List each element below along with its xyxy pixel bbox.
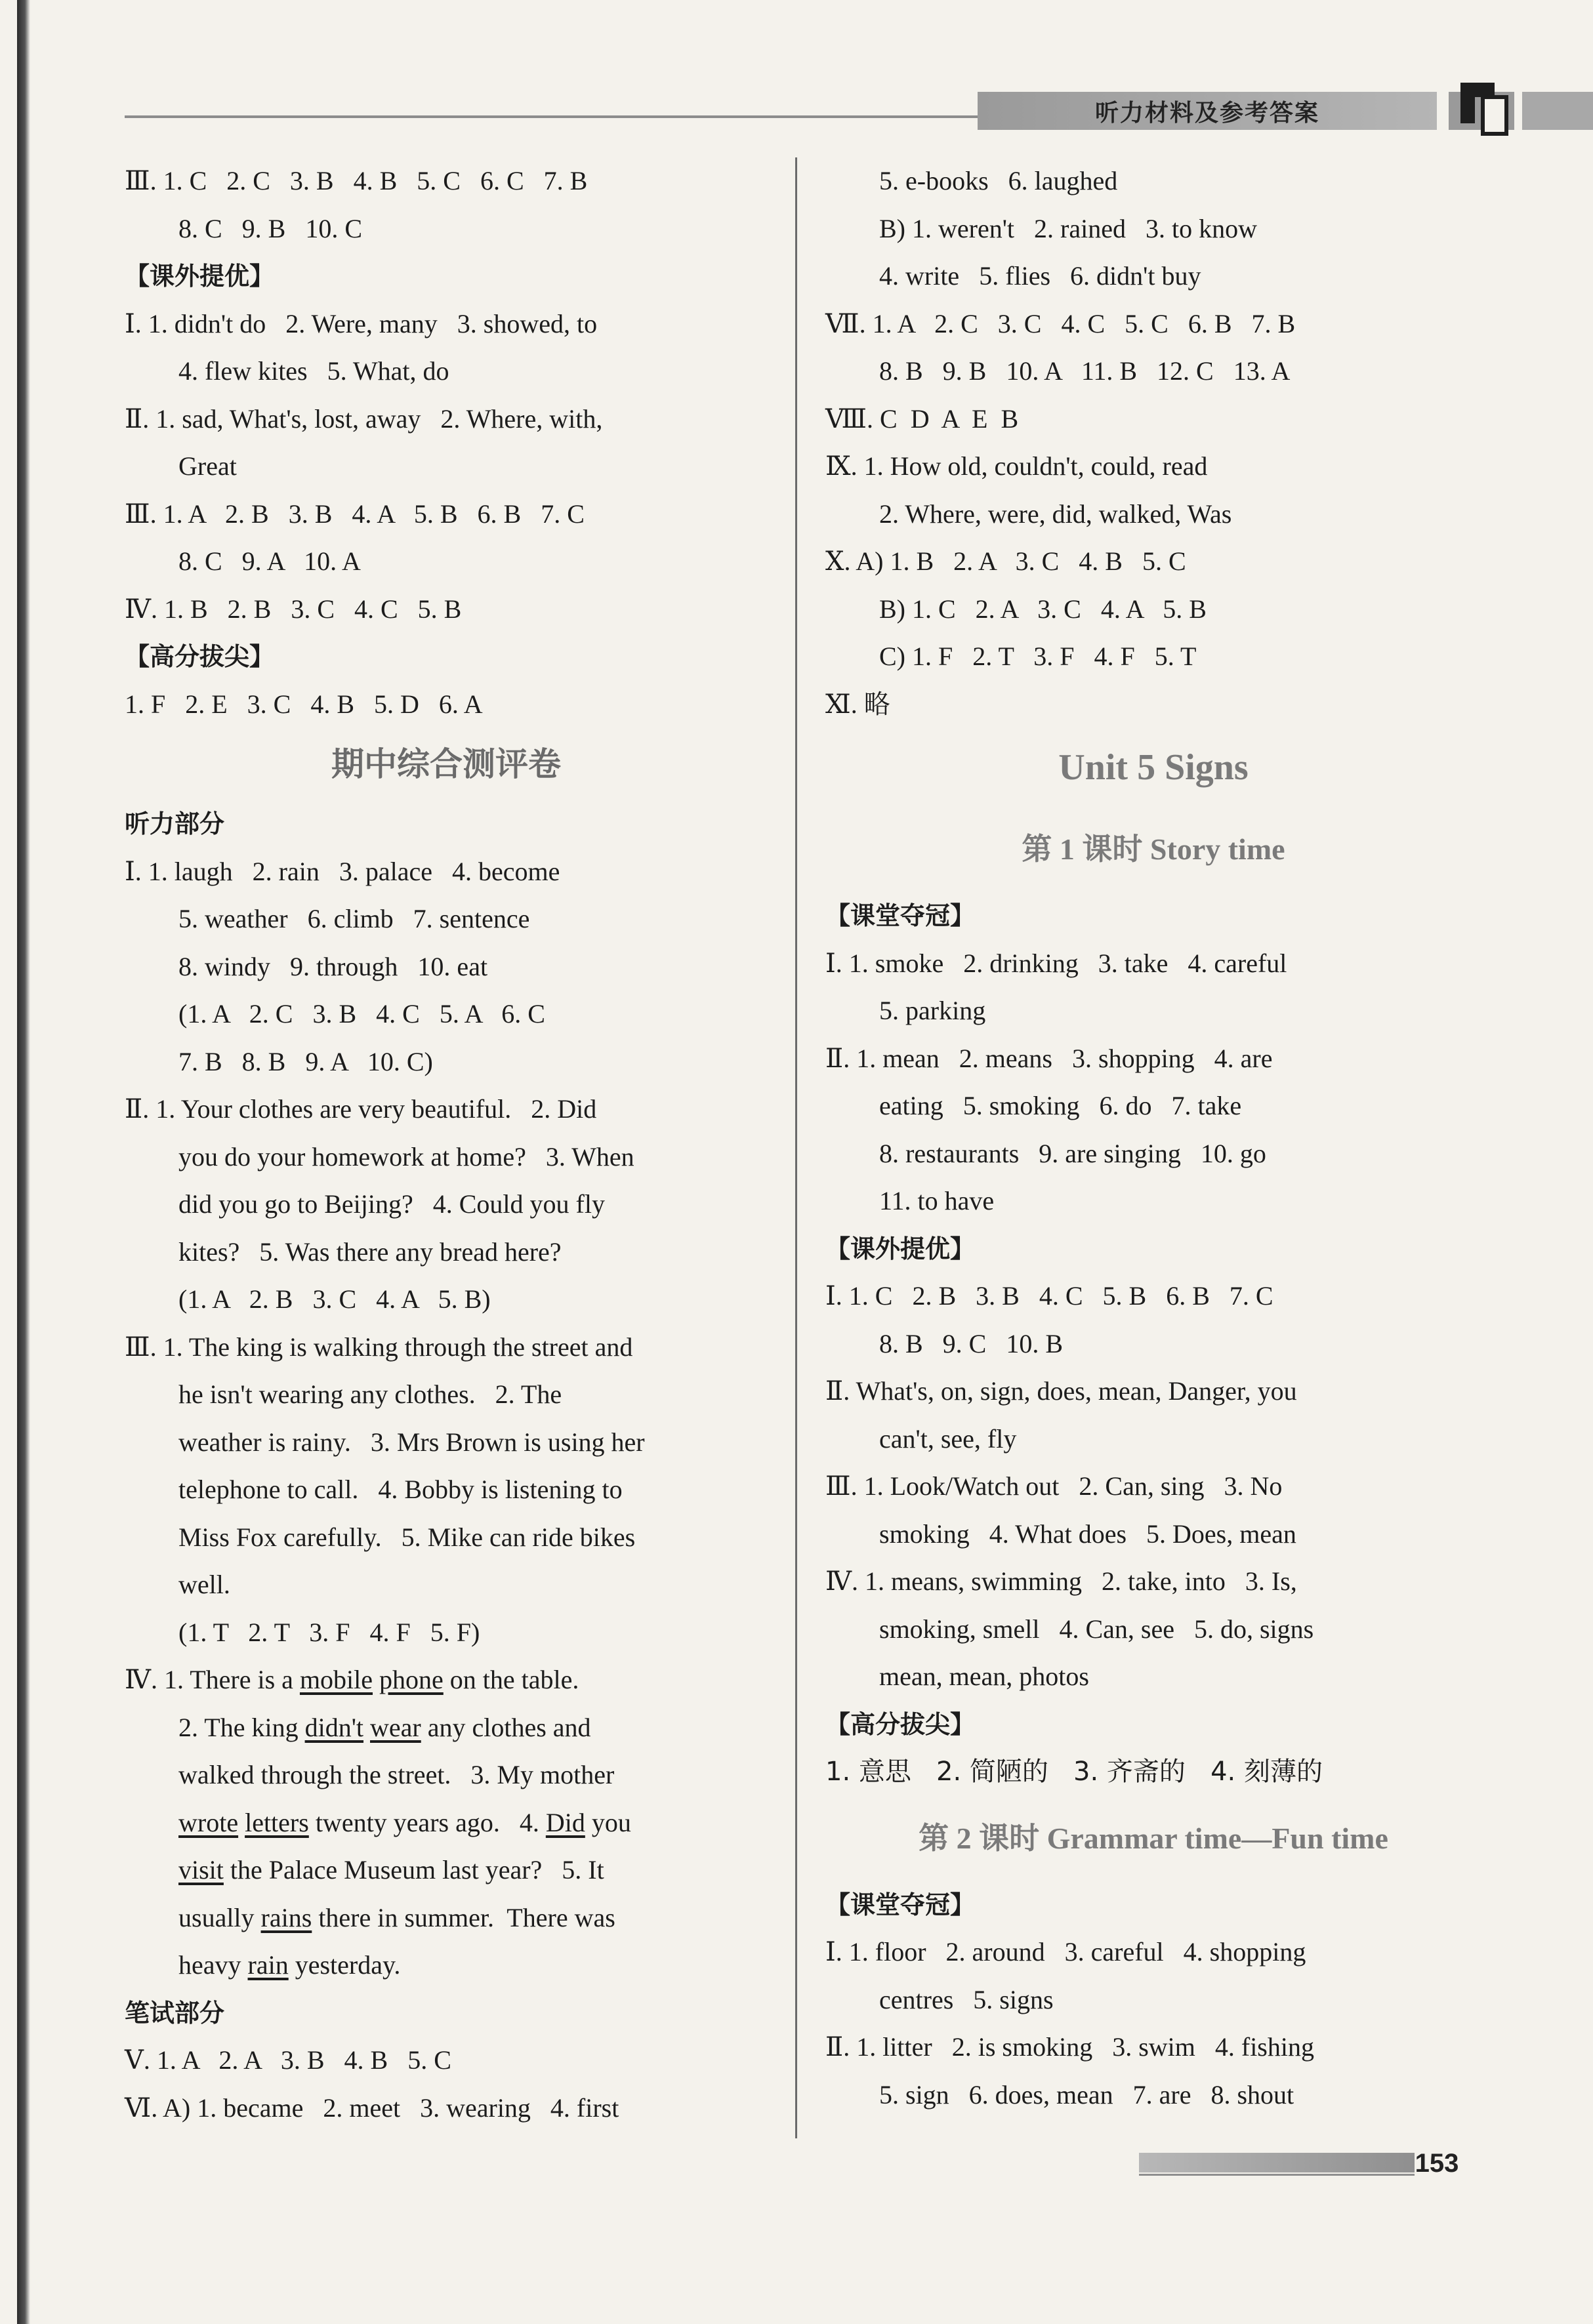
answer-line: 8. C 9. A 10. A — [178, 546, 361, 576]
answer-line: can't, see, fly — [879, 1423, 1017, 1454]
text-run: any clothes and — [421, 1712, 591, 1742]
answer-line: B) 1. C 2. A 3. C 4. A 5. B — [879, 594, 1207, 624]
answer-line: Ⅲ. 1. C 2. C 3. B 4. B 5. C 6. C 7. B — [125, 166, 588, 195]
underlined-word: phone — [379, 1665, 444, 1694]
answer-line: Ⅲ. 1. A 2. B 3. B 4. A 5. B 6. B 7. C — [125, 499, 585, 529]
answer-line: Ⅳ. 1. means, swimming 2. take, into 3. Is, — [825, 1566, 1297, 1596]
footer-bar — [1139, 2153, 1415, 2172]
answer-line: (1. A 2. C 3. B 4. C 5. A 6. C — [178, 999, 545, 1029]
answer-line: centres 5. signs — [879, 1984, 1054, 2014]
answer-line — [125, 1894, 768, 1942]
answer-line: Miss Fox carefully. 5. Mike can ride bikes — [178, 1522, 636, 1552]
answer-line: weather is rainy. 3. Mrs Brown is using her — [178, 1427, 645, 1457]
answer-line: 4. flew kites 5. What, do — [178, 356, 449, 386]
answer-line: 4. write 5. flies 6. didn't buy — [879, 261, 1201, 291]
answer-line: Great — [178, 451, 237, 481]
text-run: there in summer. There was — [312, 1902, 615, 1932]
section-heading: 【课堂夺冠】 — [825, 901, 976, 930]
section-heading: 【高分拔尖】 — [125, 642, 275, 671]
answer-line: Ⅱ. What's, on, sign, does, mean, Danger, you — [825, 1376, 1297, 1406]
text-run: 2. The king — [178, 1712, 305, 1742]
underlined-word: didn't — [304, 1712, 364, 1742]
section-heading: 【课外提优】 — [125, 262, 275, 291]
right-column — [825, 157, 1481, 2119]
section-heading: 【高分拔尖】 — [825, 1709, 976, 1739]
listening-label: 听力部分 — [125, 809, 225, 838]
answer-line: Ⅶ. 1. A 2. C 3. C 4. C 5. C 6. B 7. B — [825, 308, 1296, 338]
book-corner-icon — [1449, 77, 1514, 140]
answer-line: did you go to Beijing? 4. Could you fly — [178, 1189, 605, 1219]
text-run — [373, 1665, 379, 1694]
answer-line: 8. B 9. B 10. A 11. B 12. C 13. A — [879, 356, 1291, 386]
text-run: the Palace Museum last year? 5. It — [223, 1855, 604, 1885]
answer-line: Ⅴ. 1. A 2. A 3. B 4. B 5. C — [125, 2045, 451, 2075]
column-divider — [795, 157, 797, 2138]
answer-line: 2. Where, were, did, walked, Was — [879, 499, 1232, 529]
underlined-word: visit — [178, 1855, 224, 1885]
section-heading: 【课外提优】 — [825, 1234, 976, 1263]
answer-line: 8. B 9. C 10. B — [879, 1328, 1064, 1358]
answer-line: Ⅳ. 1. B 2. B 3. C 4. C 5. B — [125, 594, 462, 624]
answer-line: smoking, smell 4. Can, see 5. do, signs — [879, 1614, 1314, 1644]
answer-line: 5. parking — [879, 996, 986, 1025]
answer-line: Ⅱ. 1. litter 2. is smoking 3. swim 4. fishing — [825, 2032, 1314, 2062]
answer-line: well. — [178, 1570, 230, 1599]
text-run: you — [585, 1807, 631, 1837]
section-heading: 【课堂夺冠】 — [825, 1890, 976, 1919]
underlined-word: letters — [245, 1807, 309, 1837]
answer-line: Ⅱ. 1. sad, What's, lost, away 2. Where, with, — [125, 403, 603, 434]
underlined-word: wrote — [178, 1807, 239, 1837]
answer-line: 7. B 8. B 9. A 10. C) — [178, 1046, 433, 1076]
answer-line — [125, 1656, 768, 1704]
answer-line: 11. to have — [879, 1186, 995, 1215]
answer-line: you do your homework at home? 3. When — [178, 1141, 634, 1172]
underlined-word: Did — [545, 1807, 585, 1837]
written-label: 笔试部分 — [125, 1998, 225, 2028]
answer-line: Ⅱ. 1. mean 2. means 3. shopping 4. are — [825, 1043, 1273, 1073]
answer-line — [125, 1799, 768, 1847]
header-title: 听力材料及参考答案 — [1094, 99, 1319, 127]
answer-line: Ⅰ. 1. smoke 2. drinking 3. take 4. careful — [825, 948, 1287, 978]
unit-title: Unit 5 Signs — [1058, 747, 1249, 788]
lesson-title: 第 2 课时 Grammar time—Fun time — [919, 1821, 1388, 1855]
footer-rule — [1139, 2174, 1415, 2176]
answer-line: Ⅰ. 1. C 2. B 3. B 4. C 5. B 6. B 7. C — [825, 1281, 1273, 1311]
answer-line: 5. e-books 6. laughed — [879, 166, 1118, 195]
answer-line: telephone to call. 4. Bobby is listening to — [178, 1475, 623, 1504]
text-run: on the table. — [443, 1665, 579, 1694]
midterm-title: 期中综合测评卷 — [331, 745, 561, 783]
answer-line: 1. 意思 2. 简陋的 3. 齐斋的 4. 刻薄的 — [825, 1757, 1323, 1787]
answer-line: B) 1. weren't 2. rained 3. to know — [879, 213, 1257, 243]
answer-line: walked through the street. 3. My mother — [178, 1760, 615, 1789]
book-spine-shadow — [17, 0, 30, 2324]
answer-line: 1. F 2. E 3. C 4. B 5. D 6. A — [125, 689, 483, 719]
underlined-word: rains — [260, 1902, 312, 1932]
answer-line: mean, mean, photos — [879, 1661, 1089, 1691]
answer-line: Ⅲ. 1. Look/Watch out 2. Can, sing 3. No — [825, 1471, 1283, 1501]
answer-line: Ⅰ. 1. didn't do 2. Were, many 3. showed, to — [125, 308, 598, 338]
answer-line: Ⅰ. 1. laugh 2. rain 3. palace 4. become — [125, 856, 560, 886]
answer-line: Ⅲ. 1. The king is walking through the street and — [125, 1332, 633, 1362]
answer-line: 5. sign 6. does, mean 7. are 8. shout — [879, 2079, 1294, 2110]
answer-line: (1. A 2. B 3. C 4. A 5. B) — [178, 1284, 491, 1314]
text-run: heavy — [178, 1950, 248, 1980]
header-bar — [978, 92, 1437, 130]
answer-line: smoking 4. What does 5. Does, mean — [879, 1519, 1296, 1549]
header-tail — [1522, 92, 1593, 130]
text-run: usually — [178, 1902, 261, 1932]
answer-line: 8. restaurants 9. are singing 10. go — [879, 1138, 1266, 1168]
underlined-word: mobile — [299, 1665, 373, 1694]
answer-line: Ⅵ. A) 1. became 2. meet 3. wearing 4. first — [125, 2092, 619, 2123]
answer-line — [125, 1846, 768, 1894]
answer-line: (1. T 2. T 3. F 4. F 5. F) — [178, 1617, 480, 1647]
answer-line: 5. weather 6. climb 7. sentence — [178, 904, 530, 933]
left-column — [125, 157, 768, 2132]
answer-line: he isn't wearing any clothes. 2. The — [178, 1379, 562, 1409]
page-number: 153 — [1415, 2149, 1459, 2178]
answer-line — [125, 1942, 768, 1989]
header-rule — [125, 115, 978, 118]
answer-line: 8. C 9. B 10. C — [178, 213, 363, 243]
text-run: Ⅳ. 1. There is a — [125, 1665, 300, 1694]
answer-line — [125, 1704, 768, 1752]
answer-line: kites? 5. Was there any bread here? — [178, 1236, 562, 1267]
text-run: twenty years ago. 4. — [308, 1807, 546, 1837]
answer-line: Ⅱ. 1. Your clothes are very beautiful. 2. Did — [125, 1094, 597, 1124]
lesson-title: 第 1 课时 Story time — [1022, 832, 1285, 866]
answer-line: C) 1. F 2. T 3. F 4. F 5. T — [879, 642, 1197, 671]
answer-line: 8. windy 9. through 10. eat — [178, 951, 488, 981]
answer-line: Ⅺ. 略 — [825, 689, 890, 719]
answer-line: Ⅰ. 1. floor 2. around 3. careful 4. shopping — [825, 1937, 1306, 1967]
answer-line: eating 5. smoking 6. do 7. take — [879, 1091, 1242, 1120]
answer-line: Ⅷ. C D A E B — [825, 403, 1019, 434]
answer-line: Ⅹ. A) 1. B 2. A 3. C 4. B 5. C — [825, 546, 1186, 576]
underlined-word: wear — [370, 1712, 421, 1742]
underlined-word: rain — [247, 1950, 289, 1980]
text-run: yesterday. — [288, 1950, 401, 1980]
answer-line: Ⅸ. 1. How old, couldn't, could, read — [825, 451, 1208, 481]
